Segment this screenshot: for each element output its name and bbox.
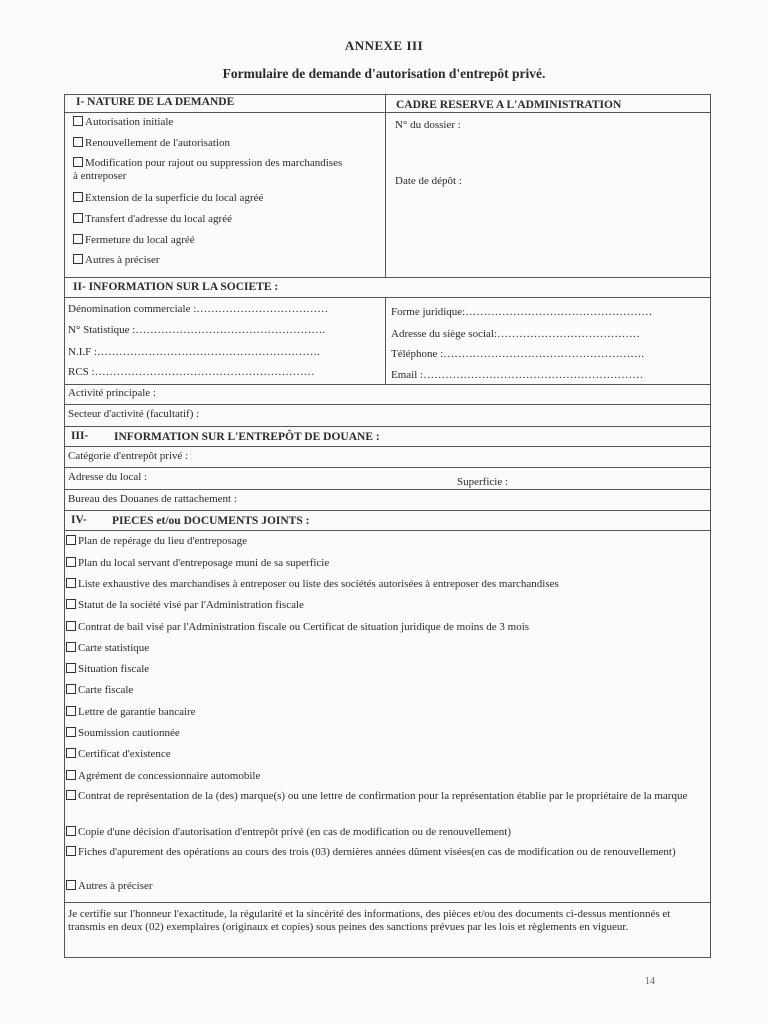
section1-item-modification[interactable]: Modification pour rajout ou suppression des marchandises à entreposer xyxy=(73,157,343,182)
checkbox[interactable] xyxy=(73,213,83,223)
field-statistique[interactable]: N° Statistique :……………………………………………. xyxy=(68,324,326,336)
doc-item-plan-local[interactable]: Plan du local servant d'entreposage muni de sa superficie xyxy=(66,557,329,570)
field-telephone[interactable]: Téléphone :………………………………………………. xyxy=(391,348,644,360)
checkbox[interactable] xyxy=(66,770,76,780)
section3-number: III- xyxy=(71,430,89,442)
checkbox[interactable] xyxy=(66,599,76,609)
section4-title: PIECES et/ou DOCUMENTS JOINTS : xyxy=(112,515,310,527)
checkbox[interactable] xyxy=(66,642,76,652)
checkbox[interactable] xyxy=(66,880,76,890)
rule-section4-header-bottom xyxy=(64,530,711,531)
doc-item-copie-decision[interactable]: Copie d'une décision d'autorisation d'entrepôt privé (en cas de modification ou de renouvellement) xyxy=(66,826,511,839)
rule-categorie-top xyxy=(64,446,711,447)
section1-title: I- NATURE DE LA DEMANDE xyxy=(76,96,235,108)
divider-section1 xyxy=(385,94,386,277)
checkbox[interactable] xyxy=(73,157,83,167)
checkbox[interactable] xyxy=(73,192,83,202)
rule-section2-top xyxy=(64,277,711,278)
checkbox[interactable] xyxy=(66,706,76,716)
section3-title: INFORMATION SUR L'ENTREPÔT DE DOUANE : xyxy=(114,431,380,443)
field-bureau-douanes[interactable]: Bureau des Douanes de rattachement : xyxy=(68,493,237,505)
field-nif[interactable]: N.I.F :……………………………………………………. xyxy=(68,346,320,358)
checkbox[interactable] xyxy=(66,846,76,856)
certification-text: Je certifie sur l'honneur l'exactitude, la régularité et la sincérité des informations, des pièces et/ou des documents ci-dessus mentionnés et transmis en deux (02) exemplaires (originaux et copies) sous peines des sanctions prévues par les lois et règlements en vigueur. xyxy=(68,908,671,933)
checkbox[interactable] xyxy=(73,137,83,147)
rule-section3-top xyxy=(64,426,711,427)
admin-date-label: Date de dépôt : xyxy=(395,175,462,187)
rule-section4-top xyxy=(64,510,711,511)
field-email[interactable]: Email :…………………………………………………… xyxy=(391,369,644,381)
annex-heading: ANNEXE III xyxy=(344,38,424,53)
field-categorie[interactable]: Catégorie d'entrepôt privé : xyxy=(68,450,189,462)
field-adresse-local[interactable]: Adresse du local : xyxy=(68,471,148,483)
doc-item-contrat-bail[interactable]: Contrat de bail visé par l'Administration fiscale ou Certificat de situation juridique de moins de 3 mois xyxy=(66,621,529,634)
doc-item-situation-fiscale[interactable]: Situation fiscale xyxy=(66,663,149,676)
rule-bureau-top xyxy=(64,489,711,490)
rule-activite-top xyxy=(64,384,711,385)
doc-item-plan-reperage[interactable]: Plan de repérage du lieu d'entreposage xyxy=(66,535,247,548)
field-secteur-activite[interactable]: Secteur d'activité (facultatif) : xyxy=(68,408,200,420)
doc-item-certificat-existence[interactable]: Certificat d'existence xyxy=(66,748,171,761)
checkbox[interactable] xyxy=(73,116,83,126)
form-title: Formulaire de demande d'autorisation d'entrepôt privé. xyxy=(222,66,546,81)
section1-item-autres[interactable]: Autres à préciser xyxy=(73,254,160,267)
doc-item-soumission[interactable]: Soumission cautionnée xyxy=(66,727,180,740)
rule-header-bottom xyxy=(64,112,711,113)
doc-item-contrat-representation[interactable]: Contrat de représentation de la (des) marque(s) ou une lettre de confirmation pour la représentation établie par le propriétaire de la marque xyxy=(66,790,696,803)
doc-item-agrement[interactable]: Agrément de concessionnaire automobile xyxy=(66,770,260,783)
doc-item-statut[interactable]: Statut de la société visé par l'Administration fiscale xyxy=(66,599,304,612)
checkbox[interactable] xyxy=(66,826,76,836)
page-number: 14 xyxy=(645,976,655,987)
section2-title: II- INFORMATION SUR LA SOCIETE : xyxy=(73,281,279,293)
divider-section2 xyxy=(385,297,386,384)
field-adresse-siege[interactable]: Adresse du siège social:………………………………… xyxy=(391,328,640,340)
doc-item-fiches-apurement[interactable]: Fiches d'apurement des opérations au cours des trois (03) dernières années dûment visées(en cas de modification ou de renouvellement) xyxy=(66,846,696,859)
section1-item-extension[interactable]: Extension de la superficie du local agréé xyxy=(73,192,263,205)
rule-adresse-top xyxy=(64,467,711,468)
checkbox[interactable] xyxy=(66,578,76,588)
doc-item-autres[interactable]: Autres à préciser xyxy=(66,880,153,893)
admin-dossier-label: N° du dossier : xyxy=(395,119,461,131)
rule-certification-top xyxy=(64,902,711,903)
field-superficie[interactable]: Superficie : xyxy=(457,476,509,488)
field-activite-principale[interactable]: Activité principale : xyxy=(68,387,156,399)
doc-item-carte-statistique[interactable]: Carte statistique xyxy=(66,642,149,655)
doc-item-lettre-garantie[interactable]: Lettre de garantie bancaire xyxy=(66,706,196,719)
checkbox[interactable] xyxy=(73,234,83,244)
checkbox[interactable] xyxy=(66,790,76,800)
checkbox[interactable] xyxy=(66,557,76,567)
field-rcs[interactable]: RCS :…………………………………………………… xyxy=(68,366,315,378)
rule-section2-header-bottom xyxy=(64,297,711,298)
doc-item-liste-marchandises[interactable]: Liste exhaustive des marchandises à entreposer ou liste des sociétés autorisées à entreposer des marchandises xyxy=(66,578,559,591)
checkbox[interactable] xyxy=(66,748,76,758)
checkbox[interactable] xyxy=(73,254,83,264)
checkbox[interactable] xyxy=(66,621,76,631)
doc-item-carte-fiscale[interactable]: Carte fiscale xyxy=(66,684,133,697)
section1-item-renouvellement[interactable]: Renouvellement de l'autorisation xyxy=(73,137,230,150)
section4-number: IV- xyxy=(71,514,87,526)
field-forme-juridique[interactable]: Forme juridique:…………………………………………… xyxy=(391,306,653,318)
section1-item-fermeture[interactable]: Fermeture du local agréé xyxy=(73,234,195,247)
checkbox[interactable] xyxy=(66,663,76,673)
field-denomination[interactable]: Dénomination commerciale :……………………………… xyxy=(68,303,329,315)
section1-item-autorisation[interactable]: Autorisation initiale xyxy=(73,116,173,129)
admin-title: CADRE RESERVE A L'ADMINISTRATION xyxy=(396,99,622,111)
rule-secteur-top xyxy=(64,404,711,405)
checkbox[interactable] xyxy=(66,535,76,545)
checkbox[interactable] xyxy=(66,684,76,694)
section1-item-transfert[interactable]: Transfert d'adresse du local agréé xyxy=(73,213,232,226)
checkbox[interactable] xyxy=(66,727,76,737)
